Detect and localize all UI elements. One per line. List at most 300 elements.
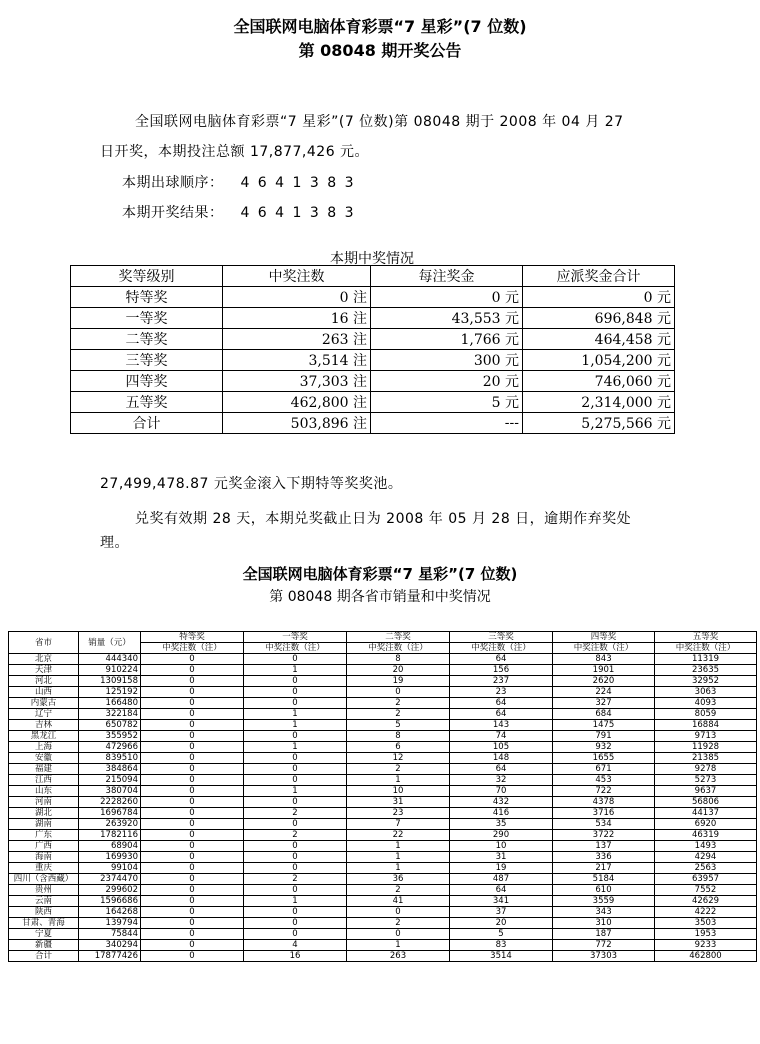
cell-prize: 0 元 — [371, 287, 523, 308]
cell-tier-3: 74 — [450, 731, 553, 742]
cell-tier-3: 64 — [450, 654, 553, 665]
cell-tier-4: 224 — [553, 687, 655, 698]
province-table-body — [9, 654, 757, 962]
cell-tier-1: 0 — [244, 654, 347, 665]
cell-tier-4: 3559 — [553, 896, 655, 907]
cell-prize: 43,553 元 — [371, 308, 523, 329]
cell-tier-5: 46319 — [655, 830, 757, 841]
cell-tier-4: 217 — [553, 863, 655, 874]
cell-tier-5: 44137 — [655, 808, 757, 819]
cell-special: 0 — [141, 698, 244, 709]
province-row-total — [9, 951, 757, 962]
cell-tier-3: 432 — [450, 797, 553, 808]
header-winners: 中奖注数 — [223, 266, 371, 287]
cell-tier-5: 11319 — [655, 654, 757, 665]
cell-sales: 340294 — [79, 940, 141, 951]
cell-prize: --- — [371, 413, 523, 434]
cell-tier-4: 671 — [553, 764, 655, 775]
cell-total: 0 元 — [523, 287, 675, 308]
cell-total: 5,275,566 元 — [523, 413, 675, 434]
notice-line-1: 兑奖有效期 28 天，本期兑奖截止日为 2008 年 05 月 28 日，逾期作弃奖处 — [135, 511, 632, 527]
cell-province: 广东 — [9, 830, 79, 841]
cell-special: 0 — [141, 852, 244, 863]
cell-tier-1: 0 — [244, 885, 347, 896]
cell-tier-4: 343 — [553, 907, 655, 918]
table-row — [71, 308, 675, 329]
cell-prize: 1,766 元 — [371, 329, 523, 350]
cell-special: 0 — [141, 775, 244, 786]
province-row — [9, 907, 757, 918]
header-tier-3: 三等奖 — [450, 632, 553, 643]
cell-tier-2: 19 — [347, 676, 450, 687]
cell-sales: 384864 — [79, 764, 141, 775]
cell-special: 0 — [141, 654, 244, 665]
cell-tier-1: 1 — [244, 720, 347, 731]
province-row — [9, 665, 757, 676]
cell-tier-3: 20 — [450, 918, 553, 929]
cell-total: 696,848 元 — [523, 308, 675, 329]
cell-tier-1: 0 — [244, 698, 347, 709]
cell-tier-5: 21385 — [655, 753, 757, 764]
cell-sales: 1782116 — [79, 830, 141, 841]
cell-tier-5: 6920 — [655, 819, 757, 830]
cell-province: 广西 — [9, 841, 79, 852]
cell-tier-5: 462800 — [655, 951, 757, 962]
cell-sales: 75844 — [79, 929, 141, 940]
cell-tier-2: 36 — [347, 874, 450, 885]
cell-special: 0 — [141, 742, 244, 753]
cell-tier-3: 143 — [450, 720, 553, 731]
cell-tier-3: 416 — [450, 808, 553, 819]
province-row — [9, 720, 757, 731]
cell-province: 黑龙江 — [9, 731, 79, 742]
cell-tier-2: 22 — [347, 830, 450, 841]
province-row — [9, 709, 757, 720]
province-row — [9, 874, 757, 885]
cell-tier-2: 2 — [347, 918, 450, 929]
cell-tier-1: 1 — [244, 896, 347, 907]
province-row — [9, 819, 757, 830]
cell-tier-3: 487 — [450, 874, 553, 885]
province-row — [9, 808, 757, 819]
cell-province: 重庆 — [9, 863, 79, 874]
cell-sales: 910224 — [79, 665, 141, 676]
draw-result-value: 4 6 4 1 3 8 3 — [240, 205, 356, 221]
province-row — [9, 731, 757, 742]
cell-sales: 299602 — [79, 885, 141, 896]
cell-tier-4: 310 — [553, 918, 655, 929]
cell-tier: 四等奖 — [71, 371, 223, 392]
header-prize-per-bet: 每注奖金 — [371, 266, 523, 287]
province-row — [9, 896, 757, 907]
cell-tier-3: 32 — [450, 775, 553, 786]
header-winners-sub: 中奖注数（注） — [450, 643, 553, 654]
cell-tier-3: 64 — [450, 698, 553, 709]
cell-tier-2: 263 — [347, 951, 450, 962]
cell-tier-1: 1 — [244, 665, 347, 676]
cell-tier-2: 8 — [347, 731, 450, 742]
cell-sales: 472966 — [79, 742, 141, 753]
intro-line-2: 日开奖，本期投注总额 17,877,426 元。 — [100, 144, 370, 160]
cell-tier-1: 0 — [244, 775, 347, 786]
table-row — [71, 287, 675, 308]
cell-sales: 139794 — [79, 918, 141, 929]
cell-tier-5: 7552 — [655, 885, 757, 896]
prize-table — [70, 265, 675, 434]
cell-tier-1: 0 — [244, 753, 347, 764]
cell-sales: 99104 — [79, 863, 141, 874]
cell-tier-2: 5 — [347, 720, 450, 731]
province-row — [9, 885, 757, 896]
cell-tier-1: 0 — [244, 841, 347, 852]
cell-tier-5: 32952 — [655, 676, 757, 687]
cell-province: 上海 — [9, 742, 79, 753]
cell-tier-2: 20 — [347, 665, 450, 676]
cell-tier-1: 0 — [244, 863, 347, 874]
cell-sales: 1309158 — [79, 676, 141, 687]
cell-special: 0 — [141, 907, 244, 918]
cell-province: 辽宁 — [9, 709, 79, 720]
announcement-title: 全国联网电脑体育彩票“7 星彩”(7 位数) — [233, 17, 527, 36]
province-row — [9, 742, 757, 753]
cell-total: 464,458 元 — [523, 329, 675, 350]
cell-tier-2: 1 — [347, 940, 450, 951]
cell-tier-2: 23 — [347, 808, 450, 819]
cell-sales: 2374470 — [79, 874, 141, 885]
cell-sales: 215094 — [79, 775, 141, 786]
cell-tier-4: 3722 — [553, 830, 655, 841]
cell-province: 吉林 — [9, 720, 79, 731]
cell-tier-5: 9278 — [655, 764, 757, 775]
cell-tier-3: 148 — [450, 753, 553, 764]
cell-sales: 839510 — [79, 753, 141, 764]
cell-prize: 5 元 — [371, 392, 523, 413]
header-tier-1: 一等奖 — [244, 632, 347, 643]
province-row — [9, 753, 757, 764]
cell-sales: 380704 — [79, 786, 141, 797]
cell-tier-3: 64 — [450, 885, 553, 896]
header-winners-sub: 中奖注数（注） — [553, 643, 655, 654]
province-row — [9, 775, 757, 786]
cell-tier-5: 63957 — [655, 874, 757, 885]
province-section-subtitle: 第 08048 期各省市销量和中奖情况 — [269, 589, 491, 605]
cell-special: 0 — [141, 786, 244, 797]
cell-tier-3: 70 — [450, 786, 553, 797]
cell-sales: 1596686 — [79, 896, 141, 907]
cell-special: 0 — [141, 808, 244, 819]
cell-tier-2: 31 — [347, 797, 450, 808]
table-row — [71, 371, 675, 392]
cell-tier-1: 16 — [244, 951, 347, 962]
prize-table-caption: 本期中奖情况 — [330, 251, 414, 267]
notice-line-2: 理。 — [100, 535, 129, 551]
cell-special: 0 — [141, 665, 244, 676]
cell-province: 新疆 — [9, 940, 79, 951]
cell-province: 河南 — [9, 797, 79, 808]
cell-tier-5: 4222 — [655, 907, 757, 918]
cell-special: 0 — [141, 753, 244, 764]
cell-special: 0 — [141, 918, 244, 929]
cell-special: 0 — [141, 720, 244, 731]
cell-special: 0 — [141, 830, 244, 841]
cell-tier-4: 336 — [553, 852, 655, 863]
cell-total: 746,060 元 — [523, 371, 675, 392]
province-row — [9, 654, 757, 665]
cell-sales: 169930 — [79, 852, 141, 863]
cell-tier-4: 534 — [553, 819, 655, 830]
province-row — [9, 940, 757, 951]
province-row — [9, 830, 757, 841]
cell-tier-5: 3503 — [655, 918, 757, 929]
province-row — [9, 687, 757, 698]
cell-province: 云南 — [9, 896, 79, 907]
cell-winners: 503,896 注 — [223, 413, 371, 434]
cell-tier-1: 2 — [244, 874, 347, 885]
draw-order-value: 4 6 4 1 3 8 3 — [240, 175, 356, 191]
cell-tier-3: 10 — [450, 841, 553, 852]
cell-tier-5: 2563 — [655, 863, 757, 874]
cell-tier-4: 610 — [553, 885, 655, 896]
cell-province: 北京 — [9, 654, 79, 665]
cell-tier-3: 3514 — [450, 951, 553, 962]
cell-special: 0 — [141, 841, 244, 852]
cell-sales: 650782 — [79, 720, 141, 731]
cell-tier-4: 772 — [553, 940, 655, 951]
cell-tier-4: 327 — [553, 698, 655, 709]
cell-tier-2: 0 — [347, 929, 450, 940]
cell-tier-2: 1 — [347, 863, 450, 874]
cell-tier-2: 10 — [347, 786, 450, 797]
cell-prize: 20 元 — [371, 371, 523, 392]
cell-province: 甘肃、青海 — [9, 918, 79, 929]
cell-tier-3: 37 — [450, 907, 553, 918]
province-table — [8, 631, 757, 962]
cell-sales: 2228260 — [79, 797, 141, 808]
cell-tier-1: 1 — [244, 786, 347, 797]
cell-province: 海南 — [9, 852, 79, 863]
cell-special: 0 — [141, 863, 244, 874]
rollover-text: 27,499,478.87 元奖金滚入下期特等奖奖池。 — [100, 476, 403, 492]
cell-sales: 263920 — [79, 819, 141, 830]
cell-tier-1: 4 — [244, 940, 347, 951]
intro-line-1: 全国联网电脑体育彩票“7 星彩”(7 位数)第 08048 期于 2008 年 04 月 27 — [135, 114, 624, 130]
cell-sales: 68904 — [79, 841, 141, 852]
cell-tier-1: 0 — [244, 797, 347, 808]
cell-tier-1: 2 — [244, 808, 347, 819]
cell-tier-1: 0 — [244, 918, 347, 929]
cell-sales: 166480 — [79, 698, 141, 709]
cell-winners: 37,303 注 — [223, 371, 371, 392]
cell-tier-2: 41 — [347, 896, 450, 907]
cell-special: 0 — [141, 929, 244, 940]
cell-special: 0 — [141, 896, 244, 907]
cell-tier-5: 3063 — [655, 687, 757, 698]
cell-total: 2,314,000 元 — [523, 392, 675, 413]
cell-tier-4: 1475 — [553, 720, 655, 731]
cell-winners: 462,800 注 — [223, 392, 371, 413]
cell-tier-2: 2 — [347, 764, 450, 775]
cell-tier-2: 0 — [347, 907, 450, 918]
cell-tier: 一等奖 — [71, 308, 223, 329]
draw-result-label: 本期开奖结果： — [122, 205, 224, 221]
header-tier-4: 四等奖 — [553, 632, 655, 643]
cell-tier-3: 64 — [450, 709, 553, 720]
table-row — [71, 392, 675, 413]
cell-province: 福建 — [9, 764, 79, 775]
table-row — [71, 329, 675, 350]
cell-tier-1: 0 — [244, 764, 347, 775]
cell-province: 宁夏 — [9, 929, 79, 940]
cell-tier-5: 16884 — [655, 720, 757, 731]
cell-tier-4: 1901 — [553, 665, 655, 676]
cell-winners: 263 注 — [223, 329, 371, 350]
province-row — [9, 852, 757, 863]
cell-tier-3: 83 — [450, 940, 553, 951]
cell-tier-4: 932 — [553, 742, 655, 753]
cell-tier-1: 1 — [244, 709, 347, 720]
cell-special: 0 — [141, 797, 244, 808]
header-total-prize: 应派奖金合计 — [523, 266, 675, 287]
cell-tier: 三等奖 — [71, 350, 223, 371]
cell-tier: 二等奖 — [71, 329, 223, 350]
cell-tier-2: 2 — [347, 885, 450, 896]
cell-tier-1: 0 — [244, 929, 347, 940]
draw-result-row — [122, 202, 356, 222]
table-row-total — [71, 413, 675, 434]
cell-special: 0 — [141, 731, 244, 742]
cell-tier-2: 8 — [347, 654, 450, 665]
header-tier-2: 二等奖 — [347, 632, 450, 643]
cell-tier-5: 9233 — [655, 940, 757, 951]
cell-special: 0 — [141, 676, 244, 687]
cell-winners: 0 注 — [223, 287, 371, 308]
province-row — [9, 698, 757, 709]
province-table-header — [9, 632, 757, 643]
province-row — [9, 786, 757, 797]
cell-tier-5: 9637 — [655, 786, 757, 797]
province-section-title: 全国联网电脑体育彩票“7 星彩”(7 位数) — [242, 565, 518, 583]
cell-tier-3: 341 — [450, 896, 553, 907]
cell-tier-4: 2620 — [553, 676, 655, 687]
province-row — [9, 797, 757, 808]
announcement-subtitle: 第 08048 期开奖公告 — [298, 41, 462, 60]
cell-tier-3: 290 — [450, 830, 553, 841]
header-winners-sub: 中奖注数（注） — [347, 643, 450, 654]
cell-province: 合计 — [9, 951, 79, 962]
cell-tier: 五等奖 — [71, 392, 223, 413]
header-winners-sub: 中奖注数（注） — [244, 643, 347, 654]
cell-tier-5: 4294 — [655, 852, 757, 863]
cell-tier-1: 1 — [244, 742, 347, 753]
cell-province: 贵州 — [9, 885, 79, 896]
cell-sales: 444340 — [79, 654, 141, 665]
cell-tier-2: 12 — [347, 753, 450, 764]
cell-sales: 1696784 — [79, 808, 141, 819]
cell-sales: 355952 — [79, 731, 141, 742]
header-tier-special: 特等奖 — [141, 632, 244, 643]
cell-sales: 164268 — [79, 907, 141, 918]
cell-tier-4: 137 — [553, 841, 655, 852]
prize-table-header — [71, 266, 675, 287]
cell-tier-3: 105 — [450, 742, 553, 753]
province-row — [9, 918, 757, 929]
cell-tier-4: 684 — [553, 709, 655, 720]
cell-sales: 322184 — [79, 709, 141, 720]
cell-tier-4: 4378 — [553, 797, 655, 808]
cell-sales: 17877426 — [79, 951, 141, 962]
header-winners-sub: 中奖注数（注） — [655, 643, 757, 654]
cell-special: 0 — [141, 940, 244, 951]
cell-province: 山东 — [9, 786, 79, 797]
cell-tier-4: 1655 — [553, 753, 655, 764]
cell-tier-3: 156 — [450, 665, 553, 676]
cell-tier-1: 2 — [244, 830, 347, 841]
cell-tier-2: 1 — [347, 775, 450, 786]
cell-sales: 125192 — [79, 687, 141, 698]
cell-province: 四川（含西藏） — [9, 874, 79, 885]
cell-tier-4: 791 — [553, 731, 655, 742]
cell-tier-2: 2 — [347, 709, 450, 720]
cell-tier-1: 0 — [244, 731, 347, 742]
cell-province: 湖南 — [9, 819, 79, 830]
cell-tier-4: 37303 — [553, 951, 655, 962]
cell-special: 0 — [141, 874, 244, 885]
draw-order-label: 本期出球顺序： — [122, 175, 224, 191]
cell-tier-1: 0 — [244, 907, 347, 918]
cell-tier-3: 237 — [450, 676, 553, 687]
cell-province: 天津 — [9, 665, 79, 676]
cell-tier-4: 453 — [553, 775, 655, 786]
cell-tier-4: 843 — [553, 654, 655, 665]
header-tier: 奖等级别 — [71, 266, 223, 287]
cell-province: 河北 — [9, 676, 79, 687]
cell-tier-5: 42629 — [655, 896, 757, 907]
cell-special: 0 — [141, 885, 244, 896]
province-row — [9, 929, 757, 940]
cell-province: 山西 — [9, 687, 79, 698]
cell-tier-2: 1 — [347, 852, 450, 863]
cell-tier-1: 0 — [244, 687, 347, 698]
cell-tier-2: 0 — [347, 687, 450, 698]
cell-tier-4: 187 — [553, 929, 655, 940]
cell-tier-1: 0 — [244, 852, 347, 863]
cell-tier-2: 1 — [347, 841, 450, 852]
cell-tier-5: 23635 — [655, 665, 757, 676]
cell-special: 0 — [141, 764, 244, 775]
cell-tier-3: 31 — [450, 852, 553, 863]
cell-tier-5: 56806 — [655, 797, 757, 808]
cell-tier-1: 0 — [244, 819, 347, 830]
table-row — [71, 350, 675, 371]
cell-province: 内蒙古 — [9, 698, 79, 709]
province-row — [9, 676, 757, 687]
province-row — [9, 764, 757, 775]
cell-province: 湖北 — [9, 808, 79, 819]
cell-tier-2: 6 — [347, 742, 450, 753]
cell-special: 0 — [141, 819, 244, 830]
cell-tier-3: 5 — [450, 929, 553, 940]
cell-tier-5: 8059 — [655, 709, 757, 720]
cell-special: 0 — [141, 951, 244, 962]
header-tier-5: 五等奖 — [655, 632, 757, 643]
cell-tier: 特等奖 — [71, 287, 223, 308]
cell-tier-5: 11928 — [655, 742, 757, 753]
draw-order-row — [122, 172, 356, 192]
cell-tier-3: 64 — [450, 764, 553, 775]
cell-province: 江西 — [9, 775, 79, 786]
cell-winners: 3,514 注 — [223, 350, 371, 371]
header-winners-sub: 中奖注数（注） — [141, 643, 244, 654]
